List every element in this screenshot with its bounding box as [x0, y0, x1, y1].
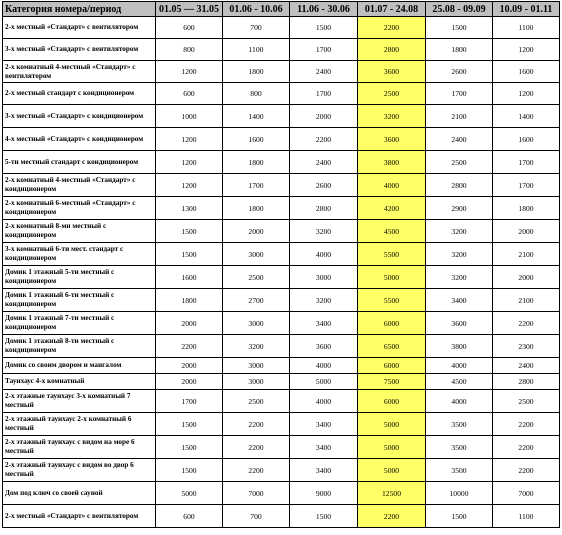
room-category-cell: 2-х местный «Стандарт» с вентилятором	[3, 17, 156, 39]
price-cell: 1200	[156, 128, 223, 151]
price-cell: 1200	[493, 83, 560, 105]
price-cell: 2000	[493, 266, 560, 289]
price-cell: 6000	[358, 358, 426, 374]
price-cell: 5500	[358, 289, 426, 312]
price-cell: 2200	[493, 459, 560, 482]
price-cell: 5000	[290, 374, 358, 390]
price-cell: 2500	[358, 83, 426, 105]
table-row	[3, 436, 560, 459]
period-header: 11.06 - 30.06	[290, 2, 358, 17]
table-row	[3, 459, 560, 482]
price-cell: 2200	[223, 436, 290, 459]
price-cell: 4000	[358, 174, 426, 197]
price-cell: 3000	[290, 266, 358, 289]
price-cell: 800	[156, 39, 223, 61]
price-cell: 600	[156, 83, 223, 105]
header-row	[3, 2, 560, 17]
price-cell: 3600	[358, 128, 426, 151]
price-cell: 4000	[426, 390, 493, 413]
price-cell: 6000	[358, 390, 426, 413]
price-cell: 1700	[223, 174, 290, 197]
room-category-cell: Домик 1 этажный 5-ти местный с кондиционером	[3, 266, 156, 289]
price-cell: 700	[223, 17, 290, 39]
price-cell: 1600	[493, 128, 560, 151]
price-cell: 4000	[290, 358, 358, 374]
price-cell: 2800	[426, 174, 493, 197]
price-cell: 2200	[493, 312, 560, 335]
table-row	[3, 413, 560, 436]
table-row	[3, 358, 560, 374]
price-cell: 2200	[493, 436, 560, 459]
table-row	[3, 266, 560, 289]
period-header: 10.09 - 01.11	[493, 2, 560, 17]
price-cell: 2700	[223, 289, 290, 312]
price-cell: 1800	[223, 151, 290, 174]
price-cell: 1700	[493, 174, 560, 197]
price-cell: 12500	[358, 482, 426, 505]
price-cell: 5000	[156, 482, 223, 505]
room-category-cell: 3-х комнатный 6-ти мест. стандарт с кондиционером	[3, 243, 156, 266]
table-row	[3, 61, 560, 83]
table-row	[3, 243, 560, 266]
room-category-cell: Домик со своим двором и мангалом	[3, 358, 156, 374]
room-category-cell: 4-х местный «Стандарт» с кондиционером	[3, 128, 156, 151]
price-cell: 3800	[358, 151, 426, 174]
price-cell: 3400	[290, 413, 358, 436]
table-row	[3, 374, 560, 390]
price-cell: 3400	[426, 289, 493, 312]
price-cell: 5000	[358, 413, 426, 436]
price-cell: 1200	[156, 174, 223, 197]
price-cell: 6500	[358, 335, 426, 358]
price-cell: 600	[156, 505, 223, 528]
price-cell: 2500	[223, 390, 290, 413]
price-cell: 1600	[156, 266, 223, 289]
price-cell: 3400	[290, 312, 358, 335]
price-cell: 2000	[156, 358, 223, 374]
price-cell: 3200	[426, 220, 493, 243]
price-cell: 3600	[426, 312, 493, 335]
price-cell: 6000	[358, 312, 426, 335]
price-cell: 2600	[426, 61, 493, 83]
room-category-cell: Таунхаус 4-х комнатный	[3, 374, 156, 390]
price-cell: 1400	[223, 105, 290, 128]
price-cell: 1200	[493, 39, 560, 61]
price-cell: 1500	[426, 505, 493, 528]
room-category-cell: 2-х комнатный 8-ми местный с кондиционером	[3, 220, 156, 243]
price-cell: 1600	[223, 128, 290, 151]
price-cell: 1700	[290, 39, 358, 61]
table-row	[3, 197, 560, 220]
price-cell: 1500	[156, 436, 223, 459]
room-category-cell: 5-ти местный стандарт с кондиционером	[3, 151, 156, 174]
price-cell: 1700	[290, 83, 358, 105]
category-header: Категория номера/период	[3, 2, 156, 17]
room-category-cell: Домик 1 этажный 6-ти местный с кондиционером	[3, 289, 156, 312]
price-cell: 3200	[358, 105, 426, 128]
price-cell: 2500	[426, 151, 493, 174]
price-cell: 1000	[156, 105, 223, 128]
price-cell: 1500	[156, 243, 223, 266]
price-cell: 2200	[223, 459, 290, 482]
price-cell: 4500	[426, 374, 493, 390]
period-header: 25.08 - 09.09	[426, 2, 493, 17]
price-cell: 1700	[426, 83, 493, 105]
table-row	[3, 335, 560, 358]
table-row	[3, 289, 560, 312]
price-cell: 9000	[290, 482, 358, 505]
table-body	[3, 17, 560, 528]
table-row	[3, 312, 560, 335]
price-cell: 2800	[358, 39, 426, 61]
price-cell: 2000	[156, 312, 223, 335]
price-cell: 1100	[493, 505, 560, 528]
price-cell: 2500	[493, 390, 560, 413]
price-cell: 4000	[290, 390, 358, 413]
room-category-cell: Домик 1 этажный 8-ти местный с кондиционером	[3, 335, 156, 358]
price-cell: 2300	[493, 335, 560, 358]
room-category-cell: Домик 1 этажный 7-ти местный с кондиционером	[3, 312, 156, 335]
price-cell: 1600	[493, 61, 560, 83]
price-cell: 1700	[493, 151, 560, 174]
price-cell: 4000	[426, 358, 493, 374]
price-cell: 1800	[223, 61, 290, 83]
price-cell: 1800	[223, 197, 290, 220]
price-cell: 2800	[493, 374, 560, 390]
price-cell: 1800	[493, 197, 560, 220]
price-cell: 2100	[493, 243, 560, 266]
price-cell: 3500	[426, 413, 493, 436]
room-category-cell: 2-х комнатный 6-местный «Стандарт» с кондиционером	[3, 197, 156, 220]
room-category-cell: 3-х местный «Стандарт» с вентилятором	[3, 39, 156, 61]
price-cell: 5000	[358, 266, 426, 289]
room-category-cell: 3-х местный «Стандарт» с кондиционером	[3, 105, 156, 128]
table-row	[3, 128, 560, 151]
price-cell: 2200	[493, 413, 560, 436]
price-cell: 2100	[426, 105, 493, 128]
price-cell: 4200	[358, 197, 426, 220]
price-cell: 2000	[493, 220, 560, 243]
room-category-cell: 2-х местный стандарт с кондиционером	[3, 83, 156, 105]
price-cell: 3600	[290, 335, 358, 358]
price-cell: 1400	[493, 105, 560, 128]
room-category-cell: 2-х местный «Стандарт» с вентилятором	[3, 505, 156, 528]
price-cell: 2200	[223, 413, 290, 436]
room-category-cell: 2-х этажный таунхаус с видом во двор 6 местный	[3, 459, 156, 482]
price-cell: 1500	[426, 17, 493, 39]
price-cell: 2500	[223, 266, 290, 289]
table-row	[3, 151, 560, 174]
table-row	[3, 83, 560, 105]
room-category-cell: 2-х комнатный 4-местный «Стандарт» с вентилятором	[3, 61, 156, 83]
room-category-cell: 2-х этажные таунхаус 3-х комнатный 7 местный	[3, 390, 156, 413]
price-cell: 2900	[426, 197, 493, 220]
price-cell: 800	[223, 83, 290, 105]
price-cell: 2400	[290, 151, 358, 174]
room-category-cell: 2-х этажный таунхаус 2-х комнатный 6 местный	[3, 413, 156, 436]
price-cell: 1500	[156, 459, 223, 482]
price-cell: 3200	[290, 220, 358, 243]
table-row	[3, 390, 560, 413]
price-cell: 3400	[290, 459, 358, 482]
price-cell: 1500	[290, 505, 358, 528]
price-cell: 3200	[426, 243, 493, 266]
room-category-cell: 2-х комнатный 4-местный «Стандарт» с кондиционером	[3, 174, 156, 197]
price-cell: 1100	[223, 39, 290, 61]
price-cell: 5000	[358, 459, 426, 482]
price-cell: 2400	[493, 358, 560, 374]
price-cell: 2800	[290, 197, 358, 220]
price-cell: 1300	[156, 197, 223, 220]
price-cell: 4000	[290, 243, 358, 266]
price-cell: 2600	[290, 174, 358, 197]
price-cell: 10000	[426, 482, 493, 505]
price-cell: 1700	[156, 390, 223, 413]
price-cell: 2200	[358, 17, 426, 39]
price-cell: 1800	[156, 289, 223, 312]
price-cell: 2000	[156, 374, 223, 390]
price-cell: 7000	[493, 482, 560, 505]
price-cell: 3800	[426, 335, 493, 358]
price-cell: 3200	[426, 266, 493, 289]
price-cell: 3500	[426, 436, 493, 459]
period-header: 01.06 - 10.06	[223, 2, 290, 17]
price-cell: 2100	[493, 289, 560, 312]
price-cell: 1800	[426, 39, 493, 61]
price-cell: 1500	[290, 17, 358, 39]
price-cell: 2400	[290, 61, 358, 83]
price-cell: 1200	[156, 151, 223, 174]
price-cell: 2200	[358, 505, 426, 528]
period-header: 01.05 — 31.05	[156, 2, 223, 17]
price-cell: 5500	[358, 243, 426, 266]
table-row	[3, 220, 560, 243]
price-cell: 3400	[290, 436, 358, 459]
price-table	[2, 1, 560, 528]
price-cell: 7000	[223, 482, 290, 505]
price-cell: 3000	[223, 243, 290, 266]
price-cell: 2200	[290, 128, 358, 151]
table-row	[3, 505, 560, 528]
price-cell: 1100	[493, 17, 560, 39]
price-cell: 2000	[290, 105, 358, 128]
price-cell: 1200	[156, 61, 223, 83]
room-category-cell: Дом под ключ со своей сауной	[3, 482, 156, 505]
price-cell: 1500	[156, 220, 223, 243]
price-cell: 600	[156, 17, 223, 39]
table-row	[3, 482, 560, 505]
price-cell: 3000	[223, 358, 290, 374]
table-row	[3, 17, 560, 39]
price-cell: 2200	[156, 335, 223, 358]
price-cell: 7500	[358, 374, 426, 390]
table-row	[3, 39, 560, 61]
price-cell: 700	[223, 505, 290, 528]
price-cell: 3000	[223, 374, 290, 390]
price-cell: 3500	[426, 459, 493, 482]
price-cell: 4500	[358, 220, 426, 243]
room-category-cell: 2-х этажный таунхаус с видом на море 6 местный	[3, 436, 156, 459]
price-cell: 3600	[358, 61, 426, 83]
price-cell: 2400	[426, 128, 493, 151]
price-cell: 3000	[223, 312, 290, 335]
period-header: 01.07 - 24.08	[358, 2, 426, 17]
price-cell: 3200	[290, 289, 358, 312]
price-cell: 1500	[156, 413, 223, 436]
price-cell: 3200	[223, 335, 290, 358]
price-cell: 2000	[223, 220, 290, 243]
table-row	[3, 174, 560, 197]
table-row	[3, 105, 560, 128]
price-cell: 5000	[358, 436, 426, 459]
